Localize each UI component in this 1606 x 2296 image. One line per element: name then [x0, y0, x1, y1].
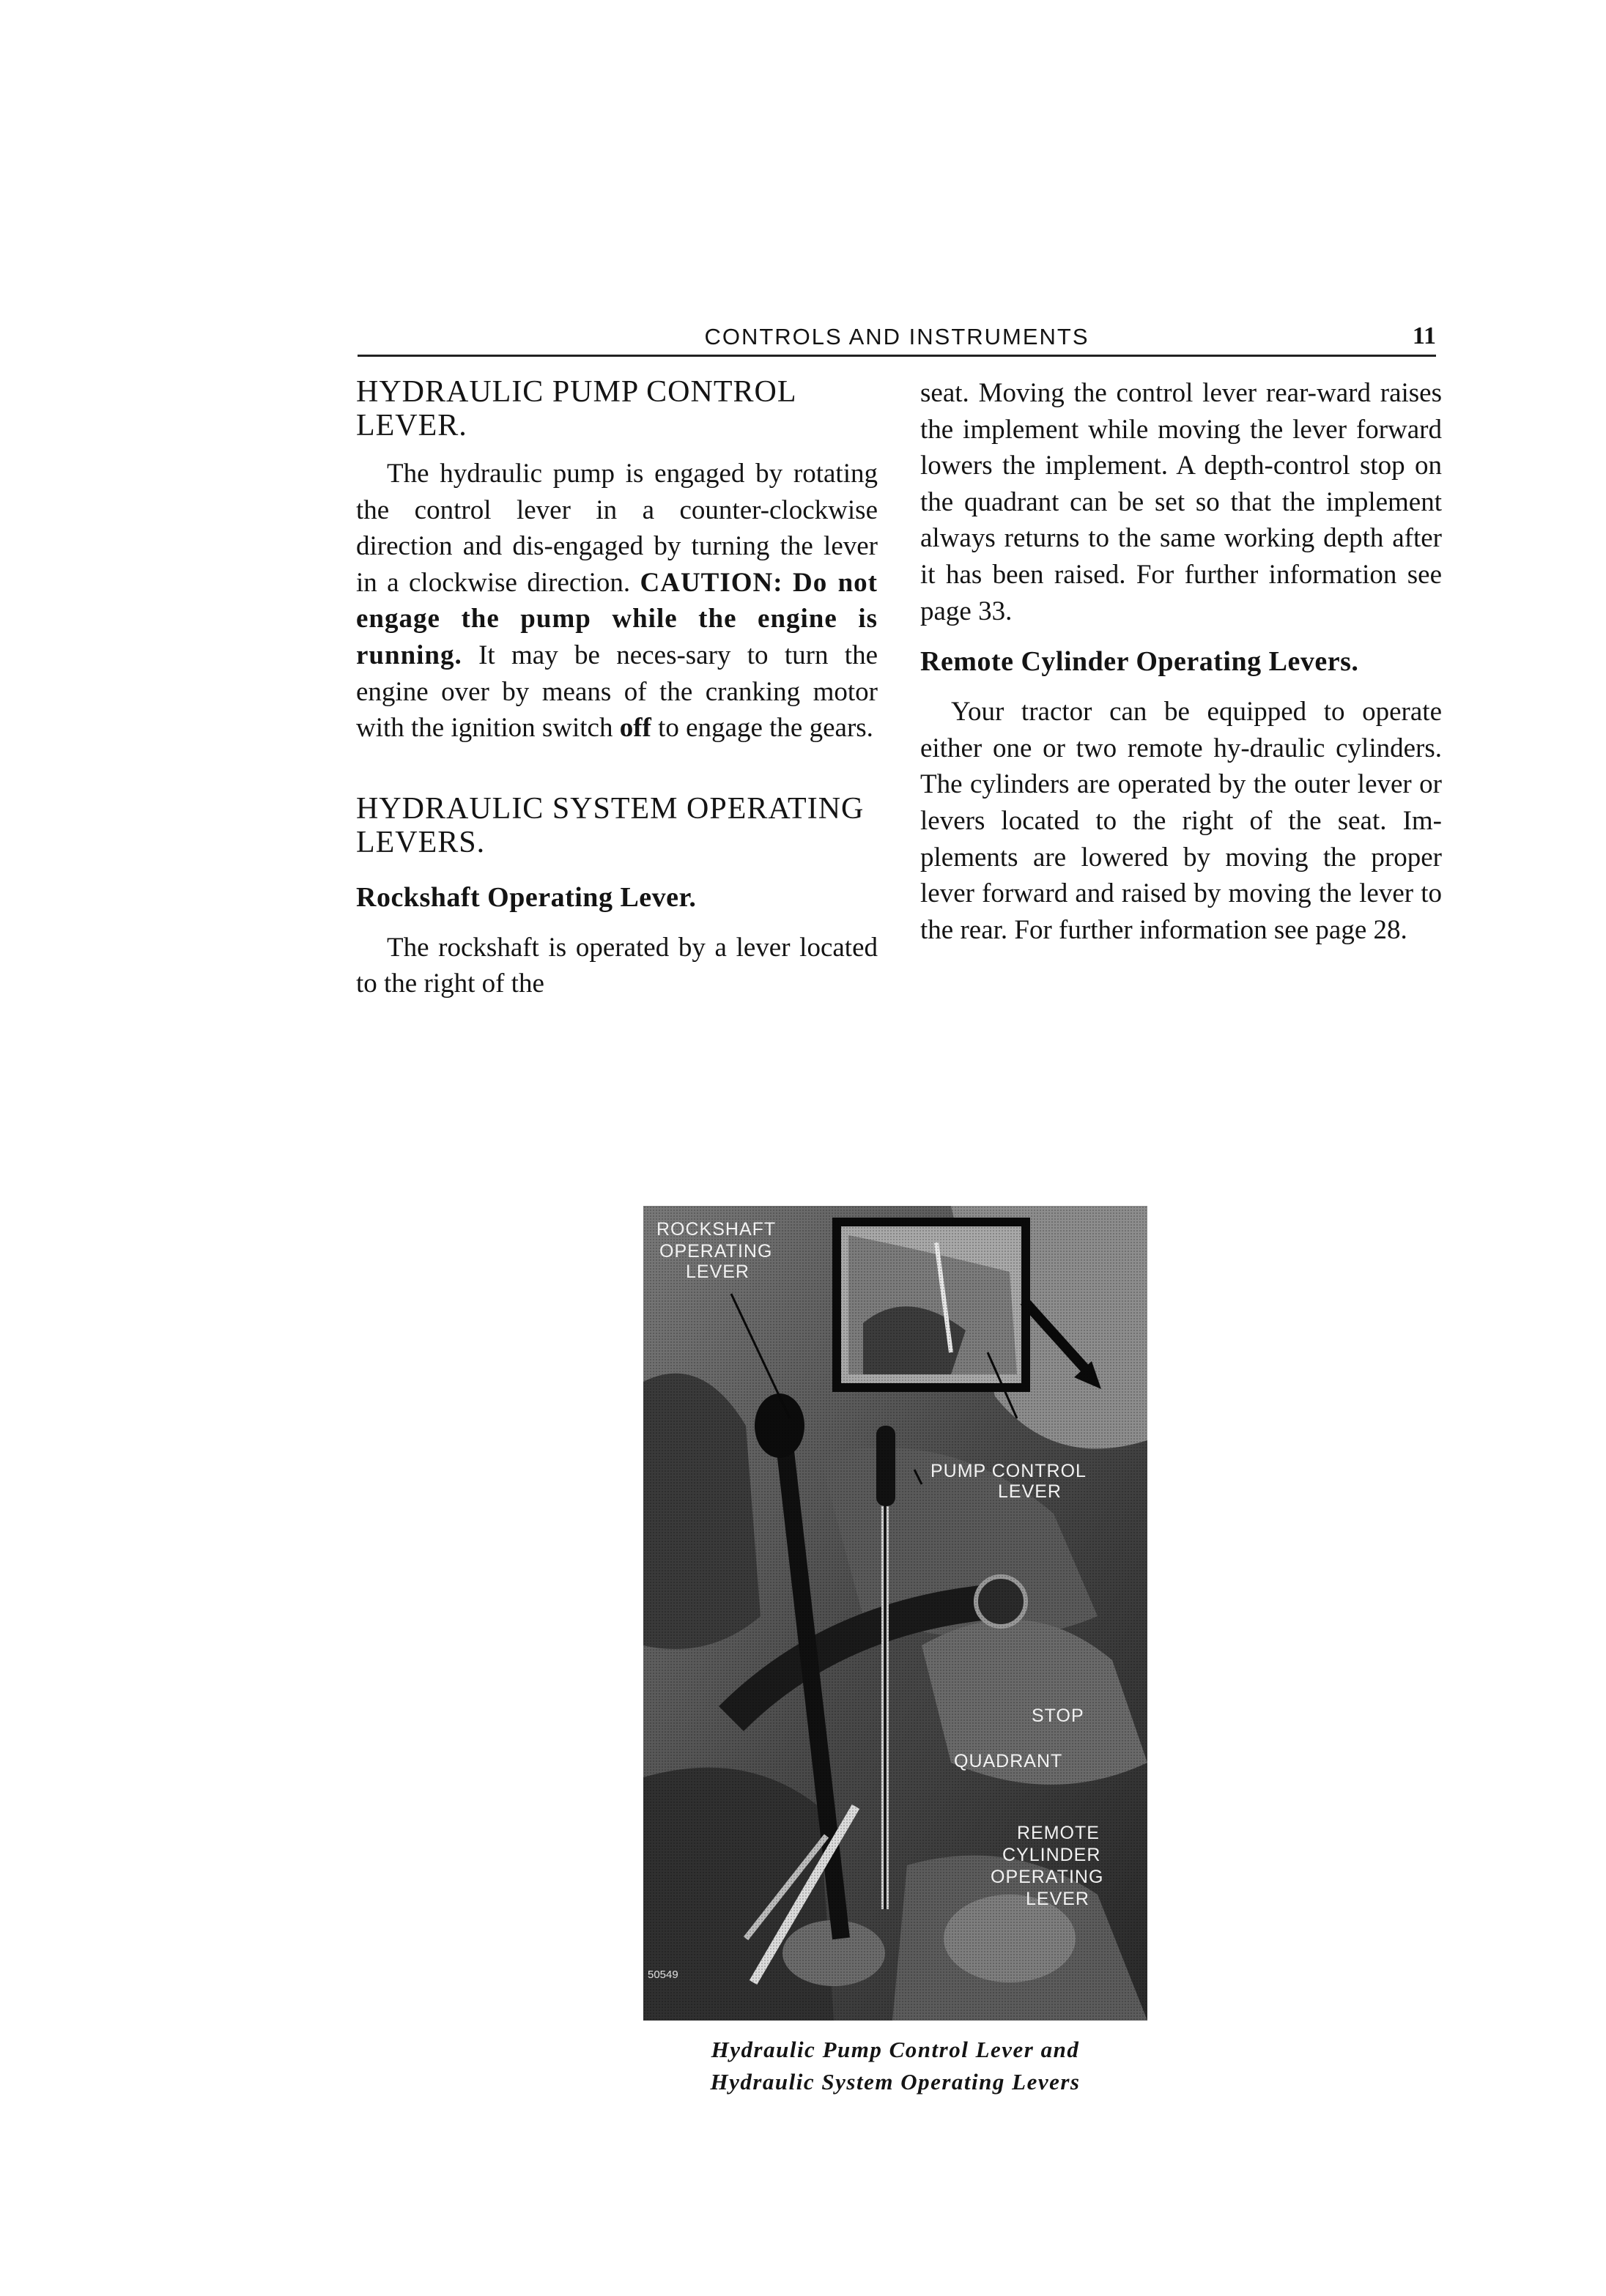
pump-text-2a: It may be neces-sary to turn the engine over by means of the cranking motor with the ignition switch	[356, 640, 878, 744]
remote-cylinder-heading: Remote Cylinder Operating Levers.	[920, 646, 1359, 678]
caption-line-1: Hydraulic Pump Control Lever and	[711, 2037, 1080, 2062]
remote-cylinder-paragraph: Your tractor can be equipped to operate either one or two remote hy-draulic cylinders. The cylinders are operated by the outer lever or levers located to the right of the seat. Im-plements are lowered by moving the proper lever forward and raised by moving the lever to the rear. For further information see page 28.	[920, 697, 1442, 945]
system-levers-heading: HYDRAULIC SYSTEM OPERATING LEVERS.	[356, 791, 865, 859]
pump-text-off: off	[619, 713, 651, 744]
rockshaft-continued-paragraph: seat. Moving the control lever rear-ward raises the implement while moving the lever forward lowers the implement. A depth-control stop on the quadrant can be set so that the implement always returns to the same working depth after it has been raised. For further information see page 33.	[920, 378, 1442, 626]
remote-label-line-4: LEVER	[1026, 1889, 1089, 1909]
hydraulic-levers-photo	[643, 1206, 1147, 2021]
quadrant-label: QUADRANT	[954, 1751, 1063, 1771]
left-column	[356, 375, 878, 1002]
figure-caption	[643, 2034, 1147, 2098]
photo-number: 50549	[648, 1969, 678, 1981]
caution-text: Do not engage the pump while the engine is running.	[356, 567, 878, 670]
caution-label: CAUTION:	[640, 567, 783, 598]
rockshaft-label-line-3: LEVER	[686, 1262, 750, 1282]
pump-control-paragraph	[356, 456, 878, 747]
stop-label: STOP	[1032, 1706, 1084, 1726]
running-header	[358, 322, 1436, 357]
rockshaft-label-line-1: ROCKSHAFT	[656, 1219, 777, 1240]
caption-line-2: Hydraulic System Operating Levers	[710, 2069, 1081, 2095]
pump-label-line-2: LEVER	[998, 1481, 1062, 1502]
rockshaft-paragraph: The rockshaft is operated by a lever located to the right of the	[356, 932, 878, 999]
remote-label-line-2: CYLINDER	[1002, 1845, 1101, 1865]
pump-text-2b: to engage the gears.	[658, 713, 873, 744]
pump-label-line-1: PUMP CONTROL	[930, 1461, 1087, 1481]
remote-label-line-3: OPERATING	[991, 1867, 1104, 1887]
pump-text-1: The hydraulic pump is engaged by rotating the control lever in a counter-clockwise direction and dis-engaged by turning the lever in a clockwise direction.	[356, 459, 878, 598]
remote-label-line-1: REMOTE	[1017, 1823, 1100, 1843]
rockshaft-heading: Rockshaft Operating Lever.	[356, 881, 697, 913]
right-column	[920, 375, 1442, 948]
header-title: CONTROLS AND INSTRUMENTS	[704, 324, 1089, 349]
pump-control-heading: HYDRAULIC PUMP CONTROL LEVER.	[356, 375, 796, 442]
rockshaft-label-line-2: OPERATING	[659, 1241, 773, 1262]
page-number: 11	[1412, 322, 1436, 349]
